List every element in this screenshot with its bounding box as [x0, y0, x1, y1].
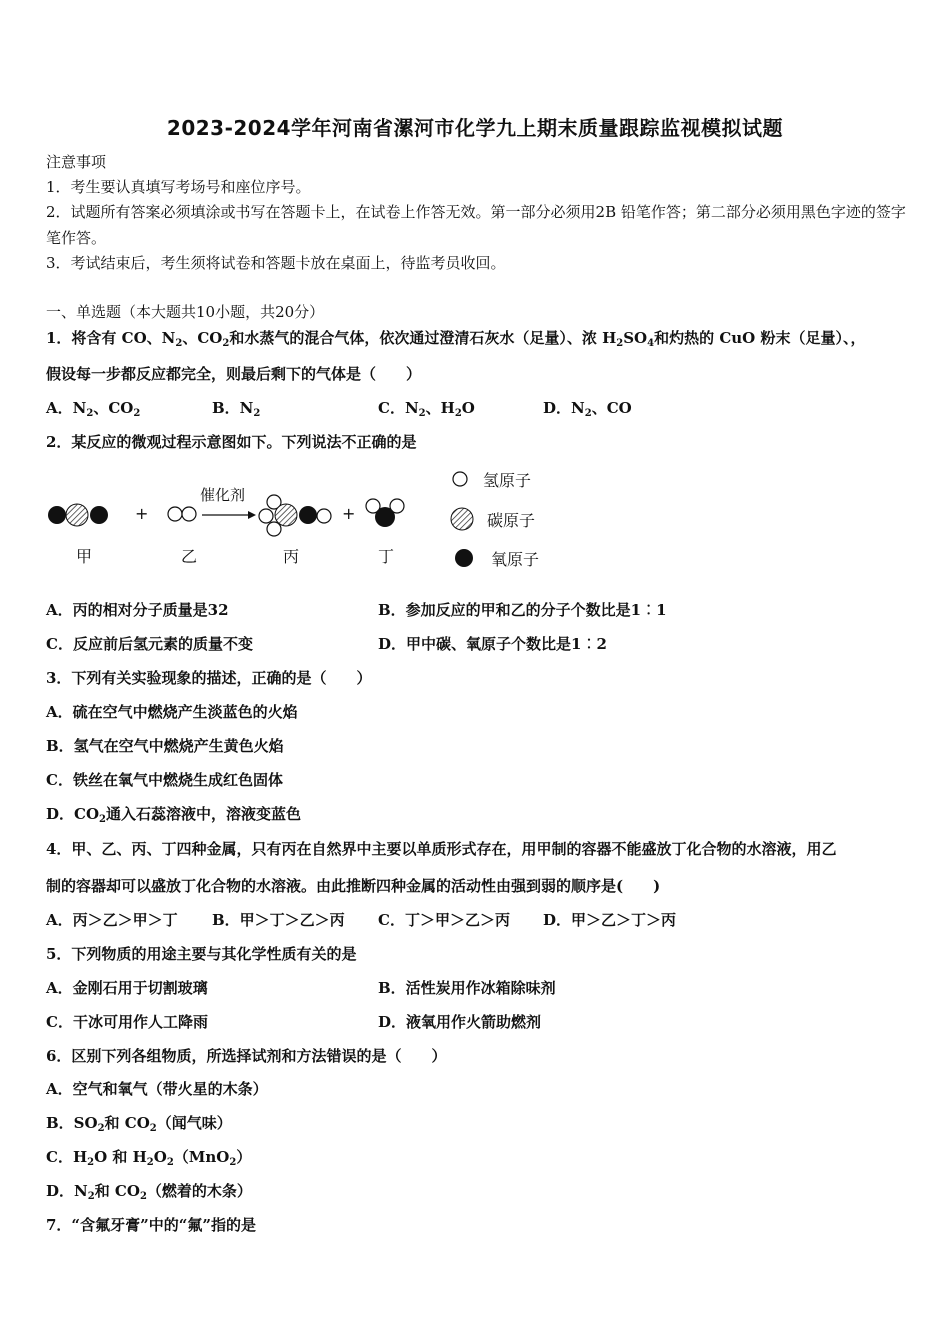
label-ding: 丁 [378, 547, 395, 566]
q6-stem: 6．区别下列各组物质，所选择试剂和方法错误的是（ ） [46, 1047, 447, 1065]
section-heading: 一、单选题（本大题共10小题，共20分） [46, 303, 325, 321]
oxygen-atom [48, 506, 66, 524]
q2-option-b[interactable]: B．参加反应的甲和乙的分子个数比是1︰1 [378, 601, 667, 619]
q4-option-c[interactable]: C．丁＞甲＞乙＞丙 [378, 911, 510, 929]
catalyst-arrow [202, 511, 256, 519]
q5-option-d[interactable]: D．液氧用作火箭助燃剂 [378, 1013, 542, 1031]
molecule-bing [259, 495, 331, 536]
q4-option-a[interactable]: A．丙＞乙＞甲＞丁 [46, 911, 178, 929]
label-bing: 丙 [283, 547, 300, 566]
q2-option-c[interactable]: C．反应前后氢元素的质量不变 [46, 635, 253, 653]
q1-option-d[interactable]: D．$N_2$、CO [543, 399, 632, 419]
q2-option-d[interactable]: D．甲中碳、氧原子个数比是1︰2 [378, 635, 607, 653]
q1-option-c[interactable]: C．$N_2$、$H_2O$ [378, 399, 475, 419]
carbon-atom [66, 504, 88, 526]
legend-oxygen-icon [455, 549, 473, 567]
q6-option-c[interactable]: C．$H_2O$ 和 $H_2O_2(MnO_2)$ [46, 1148, 252, 1168]
hydrogen-atom [259, 509, 273, 523]
q6-option-a[interactable]: A．空气和氧气（带火星的木条） [46, 1080, 268, 1098]
q5-stem: 5．下列物质的用途主要与其化学性质有关的是 [46, 945, 357, 963]
q6-option-d[interactable]: D．$N_2$和 $CO_2$（燃着的木条） [46, 1182, 252, 1202]
legend-oxygen-label: 氧原子 [491, 550, 540, 569]
q4-option-b[interactable]: B．甲＞丁＞乙＞丙 [212, 911, 345, 929]
q3-option-b[interactable]: B．氢气在空气中燃烧产生黄色火焰 [46, 737, 284, 755]
oxygen-atom [299, 506, 317, 524]
q1-stem-line2: 假设每一步都反应都完全，则最后剩下的气体是（ ） [46, 365, 422, 383]
hydrogen-atom [317, 509, 331, 523]
arrow-label-catalyst: 催化剂 [200, 486, 246, 504]
q1-option-b[interactable]: B．$N_2$ [212, 399, 261, 419]
q7-stem: 7．“含氟牙膏”中的“氟”指的是 [46, 1216, 256, 1234]
legend-hydrogen-icon [453, 472, 467, 486]
notice-item-3: 3．考试结束后，考生须将试卷和答题卡放在桌面上，待监考员收回。 [46, 254, 506, 272]
q3-stem: 3．下列有关实验现象的描述，正确的是（ ） [46, 669, 372, 687]
legend-carbon-label: 碳原子 [487, 511, 536, 530]
q3-option-c[interactable]: C．铁丝在氧气中燃烧生成红色固体 [46, 771, 283, 789]
legend-carbon-icon [451, 508, 473, 530]
q1-option-a[interactable]: A．$N_2$、$CO_2$ [46, 399, 141, 419]
q2-stem: 2．某反应的微观过程示意图如下。下列说法不正确的是 [46, 433, 417, 451]
q5-option-c[interactable]: C．干冰可用作人工降雨 [46, 1013, 208, 1031]
molecule-jia [48, 504, 108, 526]
page-title: 2023-2024学年河南省漯河市化学九上期末质量跟踪监视模拟试题 [166, 116, 784, 140]
q1-stem: 1．将含有 CO、$N_2$、$CO_2$和水蒸气的混合气体，依次通过澄清石灰水（足量）、浓 $H_2SO_4$和灼热的 CuO 粉末（足量）、， [46, 329, 866, 349]
label-jia: 甲 [76, 547, 93, 566]
hydrogen-atom [267, 522, 281, 536]
q2-option-a[interactable]: A．丙的相对分子质量是32 [46, 601, 229, 619]
notice-item-2: 2．试题所有答案必须填涂或书写在答题卡上，在试卷上作答无效。第一部分必须用2B 铅笔作答；第二部分必须用黑色字迹的签字笔作答。 [46, 203, 906, 247]
q5-option-a[interactable]: A．金刚石用于切割玻璃 [46, 979, 208, 997]
molecule-yi [168, 507, 196, 521]
q3-option-a[interactable]: A．硫在空气中燃烧产生淡蓝色的火焰 [46, 703, 298, 721]
hydrogen-atom [168, 507, 182, 521]
oxygen-atom [90, 506, 108, 524]
reaction-diagram [40, 462, 600, 580]
label-yi: 乙 [181, 547, 198, 566]
legend-hydrogen-label: 氢原子 [483, 471, 532, 490]
molecule-ding [366, 499, 404, 527]
plus-sign-2: + [342, 504, 356, 523]
hydrogen-atom [182, 507, 196, 521]
plus-sign-1: + [135, 504, 149, 523]
q3-option-d[interactable]: D．$CO_2$通入石蕊溶液中，溶液变蓝色 [46, 805, 301, 825]
notice-heading: 注意事项 [46, 153, 107, 171]
q4-stem: 4．甲、乙、丙、丁四种金属，只有丙在自然界中主要以单质形式存在，用甲制的容器不能盛放丁化合物的水溶液，用乙 [46, 840, 837, 858]
carbon-atom [275, 504, 297, 526]
notice-item-1: 1．考生要认真填写考场号和座位序号。 [46, 178, 311, 196]
oxygen-atom [375, 507, 395, 527]
q4-stem-line2: 制的容器却可以盛放丁化合物的水溶液。由此推断四种金属的活动性由强到弱的顺序是( ) [46, 877, 661, 895]
q6-option-b[interactable]: B．$SO_2$和 $CO_2$（闻气味） [46, 1114, 232, 1134]
q4-option-d[interactable]: D．甲＞乙＞丁＞丙 [543, 911, 677, 929]
q5-option-b[interactable]: B．活性炭用作冰箱除味剂 [378, 979, 556, 997]
